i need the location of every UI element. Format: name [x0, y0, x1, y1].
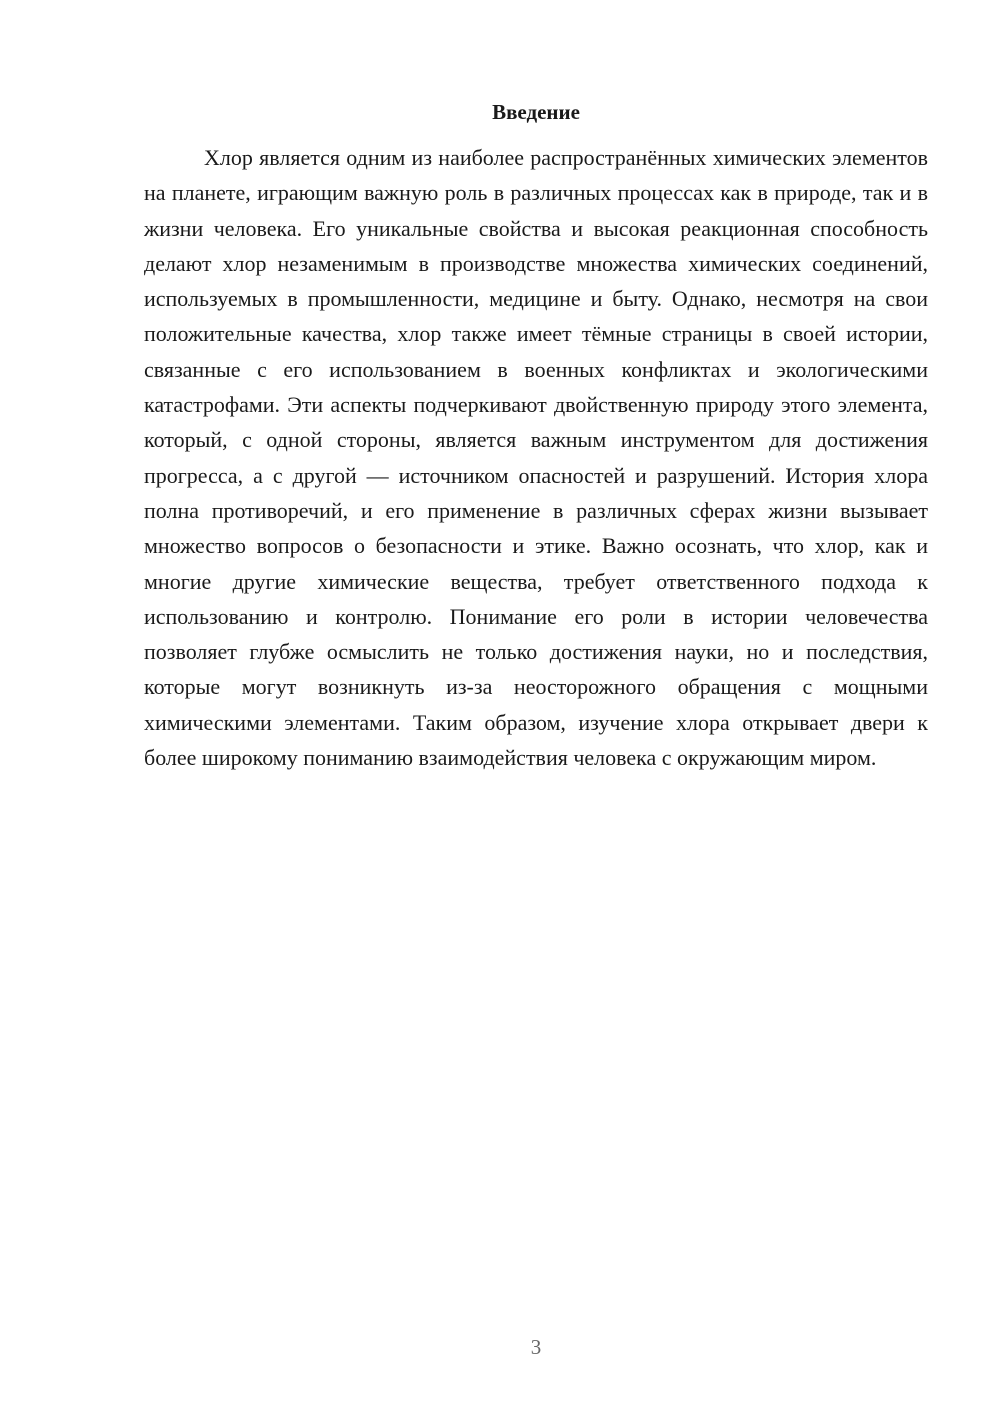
section-heading: Введение: [492, 100, 580, 124]
body-paragraph: Хлор является одним из наиболее распространённых химических элементов на планете, играющим важную роль в различных процессах как в природе, так и в жизни человека. Его уникальные свойства и высокая реакционная способность делают хлор незаменимым в производстве множества химических соединений, используемых в промышленности, медицине и быту. Однако, несмотря на свои положительные качества, хлор также имеет тёмные страницы в своей истории, связанные с его использованием в военных конфликтах и экологическими катастрофами. Эти аспекты подчеркивают двойственную природу этого элемента, который, с одной стороны, является важным инструментом для достижения прогресса, а с другой — источником опасностей и разрушений. История хлора полна противоречий, и его применение в различных сферах жизни вызывает множество вопросов о безопасности и этике. Важно осознать, что хлор, как и многие другие химические вещества, требует ответственного подхода к использованию и контролю. Понимание его роли в истории человечества позволяет глубже осмыслить не только достижения науки, но и последствия, которые могут возникнуть из-за неосторожного обращения с мощными химическими элементами. Таким образом, изучение хлора открывает двери к более широкому пониманию взаимодействия человека с окружающим миром.: [144, 145, 928, 771]
page-number: 3: [530, 1335, 542, 1359]
